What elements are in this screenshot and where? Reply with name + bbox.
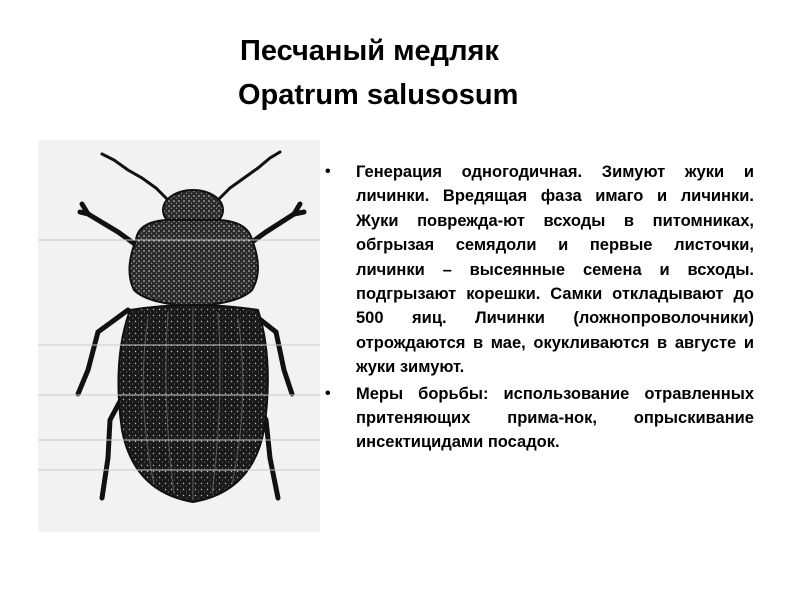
beetle-illustration xyxy=(38,140,320,532)
slide-title-block xyxy=(180,30,620,116)
slide-title: Песчаный медляк xyxy=(240,35,499,67)
bullet-text: Генерация одногодичная. Зимуют жуки и личинки. Вредящая фаза имаго и личинки. Жуки поврежда-ют всходы в питомниках, обгрызая семядоли и первые листочки, личинки – высеянные семена и всходы. подгрызают корешки. Самки откладывают до 500 яиц. Личинки (ложнопроволочники) отрождаются в мае, окукливаются в августе и жуки зимуют. xyxy=(356,163,754,377)
beetle-icon xyxy=(38,140,320,532)
bullet-dot-icon: • xyxy=(325,384,331,402)
bullet-dot-icon: • xyxy=(325,163,331,180)
bullet-list xyxy=(322,160,754,455)
slide-subtitle: Opatrum salusosum xyxy=(238,79,519,111)
bullet-item-control-measures xyxy=(322,382,754,455)
bullet-text: Меры борьбы: использование отравленных притеняющих прима-нок, опрыскивание инсектицидами посадок. xyxy=(356,384,754,452)
slide-content xyxy=(322,160,754,457)
beetle-pronotum xyxy=(129,220,258,306)
bullet-item-life-cycle xyxy=(322,160,754,380)
